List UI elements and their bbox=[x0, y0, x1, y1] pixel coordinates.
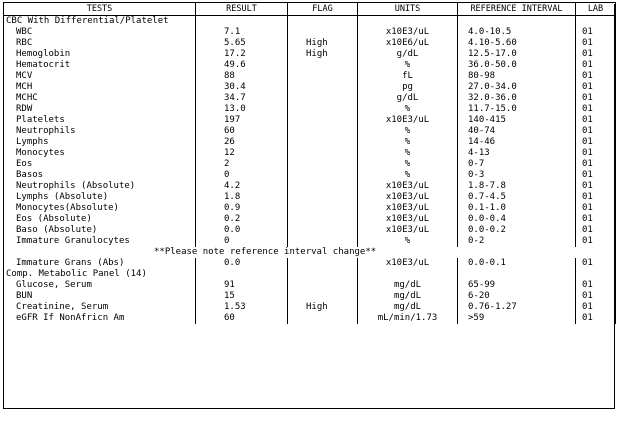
test-flag bbox=[288, 159, 358, 170]
test-reference-interval: 0-7 bbox=[458, 159, 576, 170]
test-result: 13.0 bbox=[196, 104, 288, 115]
test-name: Lymphs bbox=[4, 137, 196, 148]
table-row bbox=[4, 302, 616, 313]
test-lab: 01 bbox=[576, 225, 616, 236]
test-lab: 01 bbox=[576, 302, 616, 313]
test-flag bbox=[288, 148, 358, 159]
test-name: Hematocrit bbox=[4, 60, 196, 71]
test-units bbox=[358, 269, 458, 280]
table-row bbox=[4, 137, 616, 148]
test-flag bbox=[288, 181, 358, 192]
column-header-lab: LAB bbox=[576, 3, 616, 16]
column-header-flag: FLAG bbox=[288, 3, 358, 16]
panel-name: Comp. Metabolic Panel (14) bbox=[4, 269, 196, 280]
table-row bbox=[4, 82, 616, 93]
test-lab bbox=[576, 269, 616, 280]
test-name: Immature Grans (Abs) bbox=[4, 258, 196, 269]
test-result: 12 bbox=[196, 148, 288, 159]
test-result: 15 bbox=[196, 291, 288, 302]
test-result: 60 bbox=[196, 126, 288, 137]
test-reference-interval: 0-2 bbox=[458, 236, 576, 247]
test-result bbox=[196, 16, 288, 28]
test-reference-interval: 0.0-0.4 bbox=[458, 214, 576, 225]
table-body bbox=[4, 16, 616, 325]
test-name: Eos bbox=[4, 159, 196, 170]
test-lab: 01 bbox=[576, 181, 616, 192]
test-lab: 01 bbox=[576, 291, 616, 302]
test-units: mL/min/1.73 bbox=[358, 313, 458, 324]
table-row bbox=[4, 192, 616, 203]
test-units: x10E3/uL bbox=[358, 27, 458, 38]
test-reference-interval bbox=[458, 269, 576, 280]
table-left-border bbox=[3, 4, 4, 409]
test-lab bbox=[576, 16, 616, 28]
test-name: Lymphs (Absolute) bbox=[4, 192, 196, 203]
test-units: x10E6/uL bbox=[358, 38, 458, 49]
table-row bbox=[4, 115, 616, 126]
test-lab: 01 bbox=[576, 38, 616, 49]
test-units: % bbox=[358, 126, 458, 137]
test-flag bbox=[288, 280, 358, 291]
test-flag bbox=[288, 137, 358, 148]
test-units: x10E3/uL bbox=[358, 115, 458, 126]
table-row bbox=[4, 60, 616, 71]
test-units: % bbox=[358, 148, 458, 159]
table-row bbox=[4, 225, 616, 236]
test-lab: 01 bbox=[576, 313, 616, 324]
test-name: Basos bbox=[4, 170, 196, 181]
test-units: % bbox=[358, 170, 458, 181]
test-units: x10E3/uL bbox=[358, 192, 458, 203]
test-flag bbox=[288, 27, 358, 38]
test-result: 0.9 bbox=[196, 203, 288, 214]
test-units: g/dL bbox=[358, 93, 458, 104]
test-lab: 01 bbox=[576, 192, 616, 203]
test-reference-interval: >59 bbox=[458, 313, 576, 324]
test-lab: 01 bbox=[576, 170, 616, 181]
test-name: Platelets bbox=[4, 115, 196, 126]
test-reference-interval: 140-415 bbox=[458, 115, 576, 126]
test-lab: 01 bbox=[576, 137, 616, 148]
table-row bbox=[4, 214, 616, 225]
test-lab: 01 bbox=[576, 258, 616, 269]
test-lab: 01 bbox=[576, 126, 616, 137]
table-header bbox=[4, 3, 616, 16]
test-flag bbox=[288, 16, 358, 28]
test-result: 1.8 bbox=[196, 192, 288, 203]
test-units: x10E3/uL bbox=[358, 181, 458, 192]
test-units: x10E3/uL bbox=[358, 203, 458, 214]
test-lab: 01 bbox=[576, 104, 616, 115]
panel-heading-row bbox=[4, 16, 616, 28]
table-header-row bbox=[4, 3, 616, 16]
test-reference-interval bbox=[458, 16, 576, 28]
test-result: 4.2 bbox=[196, 181, 288, 192]
lab-results-report bbox=[0, 2, 618, 424]
test-flag bbox=[288, 258, 358, 269]
table-row bbox=[4, 49, 616, 60]
test-result: 34.7 bbox=[196, 93, 288, 104]
test-units: mg/dL bbox=[358, 291, 458, 302]
test-flag bbox=[288, 104, 358, 115]
test-result: 7.1 bbox=[196, 27, 288, 38]
table-bottom-border bbox=[3, 408, 615, 409]
test-result: 197 bbox=[196, 115, 288, 126]
test-name: Monocytes bbox=[4, 148, 196, 159]
test-name: Baso (Absolute) bbox=[4, 225, 196, 236]
table-row bbox=[4, 313, 616, 324]
test-reference-interval: 4-13 bbox=[458, 148, 576, 159]
test-name: Eos (Absolute) bbox=[4, 214, 196, 225]
test-reference-interval: 0.76-1.27 bbox=[458, 302, 576, 313]
test-lab: 01 bbox=[576, 49, 616, 60]
test-reference-interval: 0.0-0.2 bbox=[458, 225, 576, 236]
table-row bbox=[4, 280, 616, 291]
test-flag: High bbox=[288, 49, 358, 60]
test-lab: 01 bbox=[576, 148, 616, 159]
test-units bbox=[358, 16, 458, 28]
test-units: % bbox=[358, 104, 458, 115]
column-header-tests: TESTS bbox=[4, 3, 196, 16]
test-result: 30.4 bbox=[196, 82, 288, 93]
test-result: 0.2 bbox=[196, 214, 288, 225]
table-row bbox=[4, 93, 616, 104]
table-row bbox=[4, 159, 616, 170]
test-flag bbox=[288, 313, 358, 324]
table-row bbox=[4, 181, 616, 192]
test-flag bbox=[288, 192, 358, 203]
test-name: MCV bbox=[4, 71, 196, 82]
panel-heading-row bbox=[4, 269, 616, 280]
test-result: 5.65 bbox=[196, 38, 288, 49]
test-flag bbox=[288, 170, 358, 181]
test-units: x10E3/uL bbox=[358, 258, 458, 269]
test-name: eGFR If NonAfricn Am bbox=[4, 313, 196, 324]
test-reference-interval: 14-46 bbox=[458, 137, 576, 148]
table-row bbox=[4, 38, 616, 49]
test-units: g/dL bbox=[358, 49, 458, 60]
test-lab: 01 bbox=[576, 214, 616, 225]
test-lab: 01 bbox=[576, 236, 616, 247]
table-row bbox=[4, 203, 616, 214]
test-name: Hemoglobin bbox=[4, 49, 196, 60]
test-reference-interval: 0.0-0.1 bbox=[458, 258, 576, 269]
reference-interval-note: **Please note reference interval change** bbox=[4, 247, 616, 258]
reference-interval-note-row bbox=[4, 247, 616, 258]
test-reference-interval: 80-98 bbox=[458, 71, 576, 82]
test-name: MCHC bbox=[4, 93, 196, 104]
test-name: Creatinine, Serum bbox=[4, 302, 196, 313]
test-units: pg bbox=[358, 82, 458, 93]
test-flag bbox=[288, 82, 358, 93]
test-reference-interval: 0.1-1.0 bbox=[458, 203, 576, 214]
test-lab: 01 bbox=[576, 60, 616, 71]
test-reference-interval: 40-74 bbox=[458, 126, 576, 137]
test-lab: 01 bbox=[576, 115, 616, 126]
test-flag bbox=[288, 71, 358, 82]
test-reference-interval: 1.8-7.8 bbox=[458, 181, 576, 192]
test-flag bbox=[288, 60, 358, 71]
test-name: Immature Granulocytes bbox=[4, 236, 196, 247]
test-units: % bbox=[358, 60, 458, 71]
table-row bbox=[4, 258, 616, 269]
test-units: mg/dL bbox=[358, 280, 458, 291]
test-reference-interval: 4.10-5.60 bbox=[458, 38, 576, 49]
table-row bbox=[4, 291, 616, 302]
test-reference-interval: 65-99 bbox=[458, 280, 576, 291]
test-name: BUN bbox=[4, 291, 196, 302]
table-right-border bbox=[614, 4, 615, 409]
test-lab: 01 bbox=[576, 203, 616, 214]
test-units: % bbox=[358, 236, 458, 247]
test-name: RDW bbox=[4, 104, 196, 115]
table-row bbox=[4, 236, 616, 247]
test-lab: 01 bbox=[576, 93, 616, 104]
test-units: % bbox=[358, 137, 458, 148]
test-reference-interval: 36.0-50.0 bbox=[458, 60, 576, 71]
table-row bbox=[4, 170, 616, 181]
test-flag bbox=[288, 236, 358, 247]
test-units: x10E3/uL bbox=[358, 214, 458, 225]
test-result: 1.53 bbox=[196, 302, 288, 313]
lab-results-table bbox=[3, 2, 616, 324]
test-units: x10E3/uL bbox=[358, 225, 458, 236]
test-result bbox=[196, 269, 288, 280]
test-flag bbox=[288, 214, 358, 225]
table-row bbox=[4, 104, 616, 115]
test-lab: 01 bbox=[576, 71, 616, 82]
table-row bbox=[4, 71, 616, 82]
test-flag bbox=[288, 93, 358, 104]
test-reference-interval: 0.7-4.5 bbox=[458, 192, 576, 203]
test-flag bbox=[288, 225, 358, 236]
test-result: 49.6 bbox=[196, 60, 288, 71]
test-name: Monocytes(Absolute) bbox=[4, 203, 196, 214]
test-result: 0 bbox=[196, 170, 288, 181]
column-header-result: RESULT bbox=[196, 3, 288, 16]
test-reference-interval: 4.0-10.5 bbox=[458, 27, 576, 38]
test-result: 0.0 bbox=[196, 258, 288, 269]
test-name: Neutrophils bbox=[4, 126, 196, 137]
test-name: RBC bbox=[4, 38, 196, 49]
test-lab: 01 bbox=[576, 159, 616, 170]
test-flag bbox=[288, 115, 358, 126]
test-flag: High bbox=[288, 302, 358, 313]
test-units: fL bbox=[358, 71, 458, 82]
test-units: mg/dL bbox=[358, 302, 458, 313]
test-result: 0 bbox=[196, 236, 288, 247]
test-flag bbox=[288, 291, 358, 302]
column-header-units: UNITS bbox=[358, 3, 458, 16]
test-reference-interval: 11.7-15.0 bbox=[458, 104, 576, 115]
test-lab: 01 bbox=[576, 82, 616, 93]
test-result: 0.0 bbox=[196, 225, 288, 236]
test-name: MCH bbox=[4, 82, 196, 93]
panel-name: CBC With Differential/Platelet bbox=[4, 16, 196, 28]
test-result: 2 bbox=[196, 159, 288, 170]
test-flag bbox=[288, 203, 358, 214]
test-flag bbox=[288, 269, 358, 280]
test-lab: 01 bbox=[576, 27, 616, 38]
test-result: 60 bbox=[196, 313, 288, 324]
test-name: Neutrophils (Absolute) bbox=[4, 181, 196, 192]
test-result: 88 bbox=[196, 71, 288, 82]
table-row bbox=[4, 126, 616, 137]
test-reference-interval: 0-3 bbox=[458, 170, 576, 181]
test-result: 91 bbox=[196, 280, 288, 291]
table-row bbox=[4, 27, 616, 38]
test-name: WBC bbox=[4, 27, 196, 38]
test-reference-interval: 12.5-17.0 bbox=[458, 49, 576, 60]
test-result: 26 bbox=[196, 137, 288, 148]
column-header-reference-interval: REFERENCE INTERVAL bbox=[458, 3, 576, 16]
test-reference-interval: 27.0-34.0 bbox=[458, 82, 576, 93]
table-row bbox=[4, 148, 616, 159]
test-name: Glucose, Serum bbox=[4, 280, 196, 291]
test-flag: High bbox=[288, 38, 358, 49]
test-units: % bbox=[358, 159, 458, 170]
test-lab: 01 bbox=[576, 280, 616, 291]
test-result: 17.2 bbox=[196, 49, 288, 60]
test-reference-interval: 32.0-36.0 bbox=[458, 93, 576, 104]
test-reference-interval: 6-20 bbox=[458, 291, 576, 302]
test-flag bbox=[288, 126, 358, 137]
